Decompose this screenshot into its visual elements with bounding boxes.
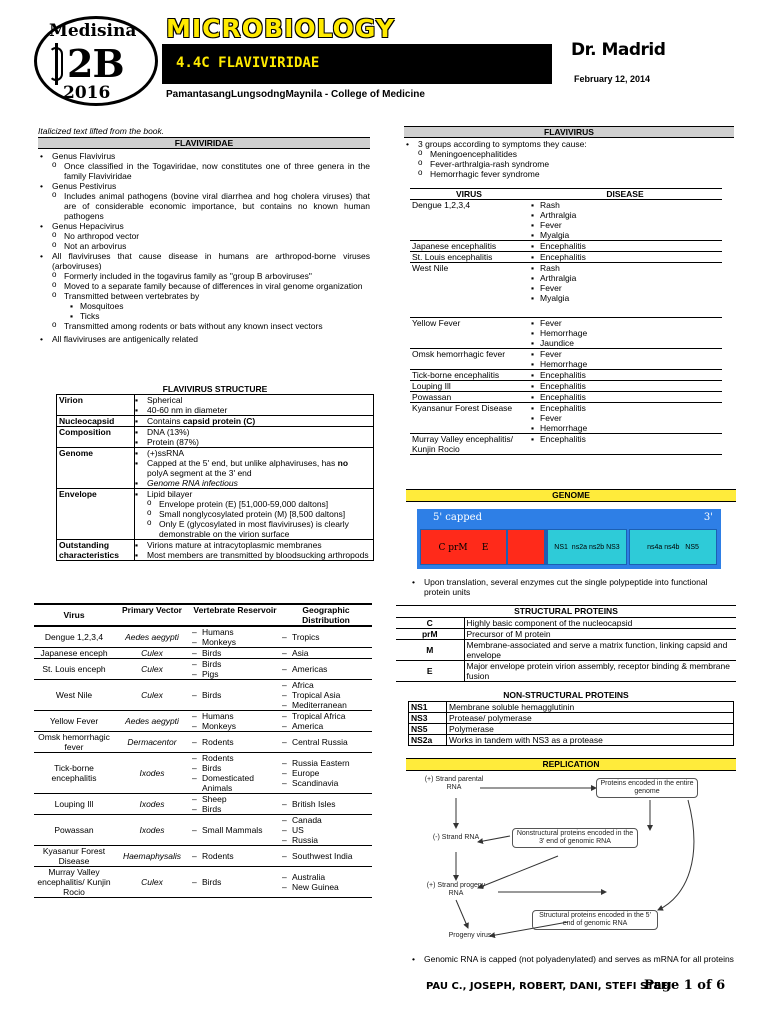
table-row: [409, 713, 734, 724]
list-item: ▪ Jaundice: [530, 338, 720, 348]
table-row: [34, 659, 372, 680]
disease-cell: [528, 200, 722, 241]
virus-cell: Japanese enceph: [34, 648, 114, 659]
virus-cell: Powassan: [34, 815, 114, 846]
list-item: • Genus Flavivirus o Once classified in the Togaviridae, now constitutes one of three genera in the family Flaviviridae: [38, 151, 370, 181]
disease-cell: [528, 434, 722, 455]
disease-cell: [528, 370, 722, 381]
genome-ns-segment-a: NS1 ns2a ns2b NS3: [547, 529, 627, 565]
geo-cell: [280, 626, 372, 648]
list-item: – Birds: [192, 648, 278, 658]
list-item: ▪ Virions mature at intracytoplasmic membranes: [133, 540, 371, 550]
list-item: – Tropical Africa: [282, 711, 370, 721]
subject-title: MICROBIOLOGY: [166, 14, 396, 43]
table-row: [396, 661, 736, 682]
reservoir-cell: [190, 753, 280, 794]
virus-cell: Kyansanur Forest Disease: [410, 403, 528, 434]
list-item: ▪ Encephalitis: [530, 241, 720, 251]
table-row: [57, 540, 374, 561]
table-row: [34, 794, 372, 815]
rep-nonstructural: Nonstructural proteins encoded in the 3' end of genomic RNA: [512, 828, 638, 848]
geo-cell: [280, 794, 372, 815]
vector-table: [34, 603, 372, 898]
logo-mid-text: 2B: [67, 41, 124, 86]
table-row: [57, 395, 374, 416]
list-item: – Rodents: [192, 753, 278, 763]
list-item: – Monkeys: [192, 721, 278, 731]
list-item: ▪ Hemorrhage: [530, 423, 720, 433]
vector-cell: Ixodes: [114, 794, 190, 815]
protein-key: C: [396, 618, 464, 629]
reservoir-cell: [190, 626, 280, 648]
list-item: • Upon translation, several enzymes cut the single polypeptide into functional protein units: [410, 577, 734, 597]
table-cell: Nucleocapsid: [57, 416, 135, 427]
list-item: ▪ Arthralgia: [530, 273, 720, 283]
reservoir-cell: [190, 732, 280, 753]
virus-cell: Powassan: [410, 392, 528, 403]
table-row: [410, 403, 722, 434]
table-row: [396, 618, 736, 629]
list-item: ▪ Fever: [530, 283, 720, 293]
list-item: ▪ Fever: [530, 349, 720, 359]
table-cell: Composition: [57, 427, 135, 448]
header-virus: Virus: [34, 604, 114, 626]
protein-desc: Polymerase: [447, 724, 734, 735]
table-cell: Outstanding characteristics: [57, 540, 135, 561]
table-row: [57, 489, 374, 540]
list-item: ▪ Encephalitis: [530, 252, 720, 262]
replication-header: REPLICATION: [406, 758, 736, 771]
italic-note: Italicized text lifted from the book.: [38, 126, 165, 136]
disease-cell: [528, 403, 722, 434]
list-item: o Transmitted among rodents or bats without any known insect vectors: [38, 321, 370, 331]
structure-title: FLAVIVIRUS STRUCTURE: [162, 384, 268, 394]
list-item: – Russia Eastern: [282, 758, 370, 768]
list-item: – Monkeys: [192, 637, 278, 647]
list-item: ▪ Myalgia: [530, 293, 720, 303]
list-item: o No arthropod vector: [38, 231, 370, 241]
list-item: ▪ Arthralgia: [530, 210, 720, 220]
translation-note: [410, 577, 734, 597]
rep-progeny: (+) Strand progeny RNA: [426, 882, 486, 897]
list-item: ▪ Contains capsid protein (C): [133, 416, 371, 426]
reservoir-cell: [190, 867, 280, 898]
list-item: – America: [282, 721, 370, 731]
disease-cell: [528, 392, 722, 403]
genome-e-spacer: [507, 529, 545, 565]
protein-desc: Major envelope protein virion assembly, receptor binding & membrane fusion: [464, 661, 736, 682]
footer-authors: PAU C., JOSEPH, ROBERT, DANI, STEFI STEFI: [426, 981, 672, 992]
vector-cell: Aedes aegypti: [114, 626, 190, 648]
geo-cell: [280, 846, 372, 867]
footer-page-number: Page 1 of 6: [644, 978, 726, 993]
disease-table: [410, 188, 722, 455]
list-item: • All flaviviruses are antigenically related: [38, 334, 370, 344]
genome-structural-segment: C prM E: [420, 529, 507, 565]
table-cell: Virion: [57, 395, 135, 416]
list-item: • Genus Hepacivirus o No arthropod vector o Not an arbovirus: [38, 221, 370, 251]
table-cell: [135, 540, 374, 561]
flaviviridae-notes: [38, 151, 370, 344]
table-row: [409, 724, 734, 735]
list-item: ▪ Mosquitoes: [38, 301, 370, 311]
arrow-to-virus: [456, 900, 468, 928]
disease-cell: [528, 318, 722, 349]
table-row: [410, 381, 722, 392]
geo-cell: [280, 648, 372, 659]
table-row: [34, 753, 372, 794]
flavivirus-header: FLAVIVIRUS: [404, 126, 734, 138]
list-item: – Rodents: [192, 737, 278, 747]
lecture-date: February 12, 2014: [574, 74, 651, 84]
table-row: [34, 815, 372, 846]
disease-cell: [528, 263, 722, 318]
rep-encoded: Proteins encoded in the entire genome: [596, 778, 698, 798]
flavivirus-groups: [404, 139, 734, 179]
table-row: [396, 640, 736, 661]
list-item: o Once classified in the Togaviridae, now constitutes one of three genera in the family Flaviviridae: [38, 161, 370, 181]
virus-cell: St. Louis encephalitis: [410, 252, 528, 263]
table-cell: [135, 395, 374, 416]
reservoir-cell: [190, 680, 280, 711]
list-item: ▪ Hemorrhage: [530, 359, 720, 369]
table-row: [34, 867, 372, 898]
header-reservoir: Vertebrate Reservoir: [190, 604, 280, 626]
virus-cell: Murray Valley encephalitis/ Kunjin Rocio: [34, 867, 114, 898]
table-cell: Envelope: [57, 489, 135, 540]
topic-title: 4.4C FLAVIVIRIDAE: [176, 55, 320, 71]
list-item: – Mediterranean: [282, 700, 370, 710]
geo-cell: [280, 680, 372, 711]
vector-cell: Haemaphysalis: [114, 846, 190, 867]
header-geo: Geographic Distribution: [280, 604, 372, 626]
list-item: o Fever-arthralgia-rash syndrome: [404, 159, 734, 169]
list-item: o Hemorrhagic fever syndrome: [404, 169, 734, 179]
reservoir-cell: [190, 846, 280, 867]
structural-title: STRUCTURAL PROTEINS: [396, 605, 736, 616]
protein-desc: Precursor of M protein: [464, 629, 736, 640]
list-item: – US: [282, 825, 370, 835]
list-item: – Europe: [282, 768, 370, 778]
table-cell: [135, 448, 374, 489]
table-row: [34, 648, 372, 659]
list-item: ▪ Myalgia: [530, 230, 720, 240]
list-item: o Meningoencephalitides: [404, 149, 734, 159]
list-item: o Formerly included in the togavirus family as "group B arboviruses": [38, 271, 370, 281]
nonstructural-table: [408, 701, 734, 746]
list-item: – Central Russia: [282, 737, 370, 747]
list-item: ▪ Capped at the 5' end, but unlike alphaviruses, has no polyA segment at the 3' end: [133, 458, 371, 478]
list-item: o Moved to a separate family because of differences in viral genome organization: [38, 281, 370, 291]
table-row: [410, 434, 722, 455]
list-item: – Americas: [282, 664, 370, 674]
vector-cell: Culex: [114, 680, 190, 711]
arrow-to-structural: [658, 800, 694, 910]
list-item: – Sheep: [192, 794, 278, 804]
table-row: [409, 702, 734, 713]
table-header-row: [410, 189, 722, 200]
list-item: ▪ Rash: [530, 263, 720, 273]
list-item: – Rodents: [192, 851, 278, 861]
list-item: ▪ Encephalitis: [530, 370, 720, 380]
capped-note: [410, 954, 734, 964]
disease-cell: [528, 252, 722, 263]
reservoir-cell: [190, 815, 280, 846]
table-row: [34, 732, 372, 753]
list-item: ▪ Genome RNA infectious: [133, 478, 371, 488]
virus-cell: Louping Ill: [410, 381, 528, 392]
protein-key: NS2a: [409, 735, 447, 746]
header-vector: Primary Vector: [114, 604, 190, 626]
table-row: [34, 680, 372, 711]
list-item: ▪ Fever: [530, 318, 720, 328]
list-item: o Envelope protein (E) [51,000-59,000 daltons]: [133, 499, 371, 509]
disease-cell: [528, 241, 722, 252]
list-item: – Small Mammals: [192, 825, 278, 835]
list-item: – Asia: [282, 648, 370, 658]
table-row: [410, 392, 722, 403]
virus-cell: St. Louis enceph: [34, 659, 114, 680]
list-item: o Not an arbovirus: [38, 241, 370, 251]
geo-cell: [280, 732, 372, 753]
genome-3-label: 3': [703, 512, 713, 523]
list-item: • Genus Pestivirus o Includes animal pathogens (bovine viral diarrhea and hog cholera viruses) that are of considerable economic importance, but contains no known human pathogens: [38, 181, 370, 221]
school-name: PamantasangLungsodngMaynila - College of Medicine: [166, 89, 425, 100]
geo-cell: [280, 867, 372, 898]
table-row: [57, 416, 374, 427]
virus-cell: Dengue 1,2,3,4: [410, 200, 528, 241]
list-item: • 3 groups according to symptoms they cause: o Meningoencephalitides o Fever-arthralgia-rash syndrome o Hemorrhagic fever syndrome: [404, 139, 734, 179]
reservoir-cell: [190, 794, 280, 815]
geo-cell: [280, 659, 372, 680]
table-row: [410, 349, 722, 370]
replication-diagram: [418, 776, 704, 948]
table-row: [410, 241, 722, 252]
rep-virus: Progeny virus: [448, 932, 492, 939]
table-cell: Genome: [57, 448, 135, 489]
table-row: [34, 626, 372, 648]
genome-header: GENOME: [406, 489, 736, 502]
protein-desc: Membrane soluble hemagglutinin: [447, 702, 734, 713]
list-item: ▪ Encephalitis: [530, 403, 720, 413]
protein-desc: Membrane-associated and serve a matrix function, linking capsid and envelope: [464, 640, 736, 661]
virus-cell: West Nile: [34, 680, 114, 711]
virus-cell: Tick-borne encephalitis: [410, 370, 528, 381]
protein-key: NS1: [409, 702, 447, 713]
list-item: ▪ Lipid bilayer o Envelope protein (E) [51,000-59,000 daltons] o Small nonglycosylated protein (M) [8,500 daltons] o Only E (glycosylated in most flaviviruses) is clearly demonstrable on the virion surface: [133, 489, 371, 539]
virus-cell: Murray Valley encephalitis/ Kunjin Rocio: [410, 434, 528, 455]
arrow-ns-progeny: [478, 856, 558, 888]
geo-cell: [280, 711, 372, 732]
rep-minus: (-) Strand RNA: [432, 834, 480, 841]
table-row: [396, 629, 736, 640]
list-item: – Canada: [282, 815, 370, 825]
virus-cell: Omsk hemorrhagic fever: [410, 349, 528, 370]
list-item: o Includes animal pathogens (bovine viral diarrhea and hog cholera viruses) that are of considerable economic importance, but contains no known human pathogens: [38, 191, 370, 221]
list-item: • Genomic RNA is capped (not polyadenylated) and serves as mRNA for all proteins: [410, 954, 734, 964]
list-item: ▪ Ticks: [38, 311, 370, 321]
protein-desc: Highly basic component of the nucleocapsid: [464, 618, 736, 629]
list-item: – Domesticated Animals: [192, 773, 278, 793]
protein-desc: Protease/ polymerase: [447, 713, 734, 724]
protein-desc: Works in tandem with NS3 as a protease: [447, 735, 734, 746]
virus-cell: Dengue 1,2,3,4: [34, 626, 114, 648]
table-row: [410, 263, 722, 318]
list-item: ▪ Protein (87%): [133, 437, 371, 447]
table-row: [409, 735, 734, 746]
virus-cell: Japanese encephalitis: [410, 241, 528, 252]
list-item: ▪ (+)ssRNA: [133, 448, 371, 458]
list-item: – New Guinea: [282, 882, 370, 892]
virus-cell: Yellow Fever: [410, 318, 528, 349]
protein-key: E: [396, 661, 464, 682]
geo-cell: [280, 815, 372, 846]
table-row: [410, 318, 722, 349]
list-item: – British Isles: [282, 799, 370, 809]
genome-5-label: 5' capped: [433, 512, 482, 523]
list-item: – Scandinavia: [282, 778, 370, 788]
medisina-logo: [34, 16, 158, 106]
list-item: o Only E (glycosylated in most flaviviruses) is clearly demonstrable on the virion surface: [133, 519, 371, 539]
logo-bot-text: 2016: [63, 83, 111, 103]
vector-cell: Ixodes: [114, 815, 190, 846]
vector-cell: Aedes aegypti: [114, 711, 190, 732]
vector-cell: Dermacentor: [114, 732, 190, 753]
table-row: [34, 846, 372, 867]
vector-cell: Culex: [114, 659, 190, 680]
virus-cell: Yellow Fever: [34, 711, 114, 732]
disease-cell: [528, 349, 722, 370]
list-item: – Southwest India: [282, 851, 370, 861]
vector-cell: Ixodes: [114, 753, 190, 794]
list-item: ▪ Encephalitis: [530, 392, 720, 402]
nonstructural-title: NON-STRUCTURAL PROTEINS: [503, 690, 629, 700]
table-cell: [135, 489, 374, 540]
virus-cell: Kyasanur Forest Disease: [34, 846, 114, 867]
list-item: ▪ Spherical: [133, 395, 371, 405]
list-item: ▪ Fever: [530, 220, 720, 230]
list-item: – Tropics: [282, 632, 370, 642]
table-row: [410, 200, 722, 241]
disease-cell: [528, 381, 722, 392]
genome-diagram: [417, 509, 721, 569]
genome-ns-segment-b: ns4a ns4b NS5: [629, 529, 717, 565]
list-item: ▪ Encephalitis: [530, 434, 720, 444]
reservoir-cell: [190, 711, 280, 732]
list-item: ▪ DNA (13%): [133, 427, 371, 437]
table-row: [57, 448, 374, 489]
protein-key: prM: [396, 629, 464, 640]
header-disease: DISEASE: [528, 189, 722, 200]
list-item: – Birds: [192, 763, 278, 773]
protein-key: NS5: [409, 724, 447, 735]
virus-cell: West Nile: [410, 263, 528, 318]
list-item: • All flaviviruses that cause disease in humans are arthropod-borne viruses (arboviruses) o Formerly included in the togavirus family as "group B arboviruses" o Moved to a separate family because of differences in viral genome organization o Transmitted between vertebrates by ▪ Mosquitoes ▪ Ticks o Transmitted among rodents or bats without any known insect vectors: [38, 251, 370, 331]
list-item: – Pigs: [192, 669, 278, 679]
reservoir-cell: [190, 648, 280, 659]
rep-structural: Structural proteins encoded in the 5' end of genomic RNA: [532, 910, 658, 930]
arrow-ns-minus: [478, 836, 510, 842]
list-item: ▪ 40-60 nm in diameter: [133, 405, 371, 415]
table-header-row: [34, 604, 372, 626]
list-item: – Birds: [192, 659, 278, 669]
list-item: – Australia: [282, 872, 370, 882]
virus-cell: Omsk hemorrhagic fever: [34, 732, 114, 753]
vector-cell: Culex: [114, 648, 190, 659]
table-row: [57, 427, 374, 448]
header-virus: VIRUS: [410, 189, 528, 200]
rep-parental: (+) Strand parental RNA: [424, 776, 484, 791]
table-cell: [135, 416, 374, 427]
structure-table: [56, 394, 374, 561]
list-item: ▪ Encephalitis: [530, 381, 720, 391]
list-item: ▪ Most members are transmitted by bloodsucking arthropods: [133, 550, 371, 560]
virus-cell: Tick-borne encephalitis: [34, 753, 114, 794]
flaviviridae-header: FLAVIVIRIDAE: [38, 137, 370, 149]
list-item: – Humans: [192, 627, 278, 637]
doctor-name: Dr. Madrid: [571, 40, 666, 60]
protein-key: M: [396, 640, 464, 661]
list-item: ▪ Fever: [530, 413, 720, 423]
table-cell: [135, 427, 374, 448]
list-item: – Tropical Asia: [282, 690, 370, 700]
protein-key: NS3: [409, 713, 447, 724]
list-item: o Transmitted between vertebrates by ▪ Mosquitoes ▪ Ticks: [38, 291, 370, 321]
snake-icon: [49, 47, 63, 81]
structural-table: [396, 617, 736, 682]
vector-cell: Culex: [114, 867, 190, 898]
virus-cell: Louping Ill: [34, 794, 114, 815]
list-item: – Birds: [192, 877, 278, 887]
table-row: [410, 370, 722, 381]
list-item: – Birds: [192, 804, 278, 814]
list-item: – Birds: [192, 690, 278, 700]
logo-top-text: Medisina: [49, 21, 137, 41]
list-item: ▪ Hemorrhage: [530, 328, 720, 338]
table-row: [410, 252, 722, 263]
list-item: – Humans: [192, 711, 278, 721]
list-item: – Africa: [282, 680, 370, 690]
geo-cell: [280, 753, 372, 794]
list-item: – Russia: [282, 835, 370, 845]
list-item: o Small nonglycosylated protein (M) [8,500 daltons]: [133, 509, 371, 519]
list-item: ▪ Rash: [530, 200, 720, 210]
reservoir-cell: [190, 659, 280, 680]
table-row: [34, 711, 372, 732]
